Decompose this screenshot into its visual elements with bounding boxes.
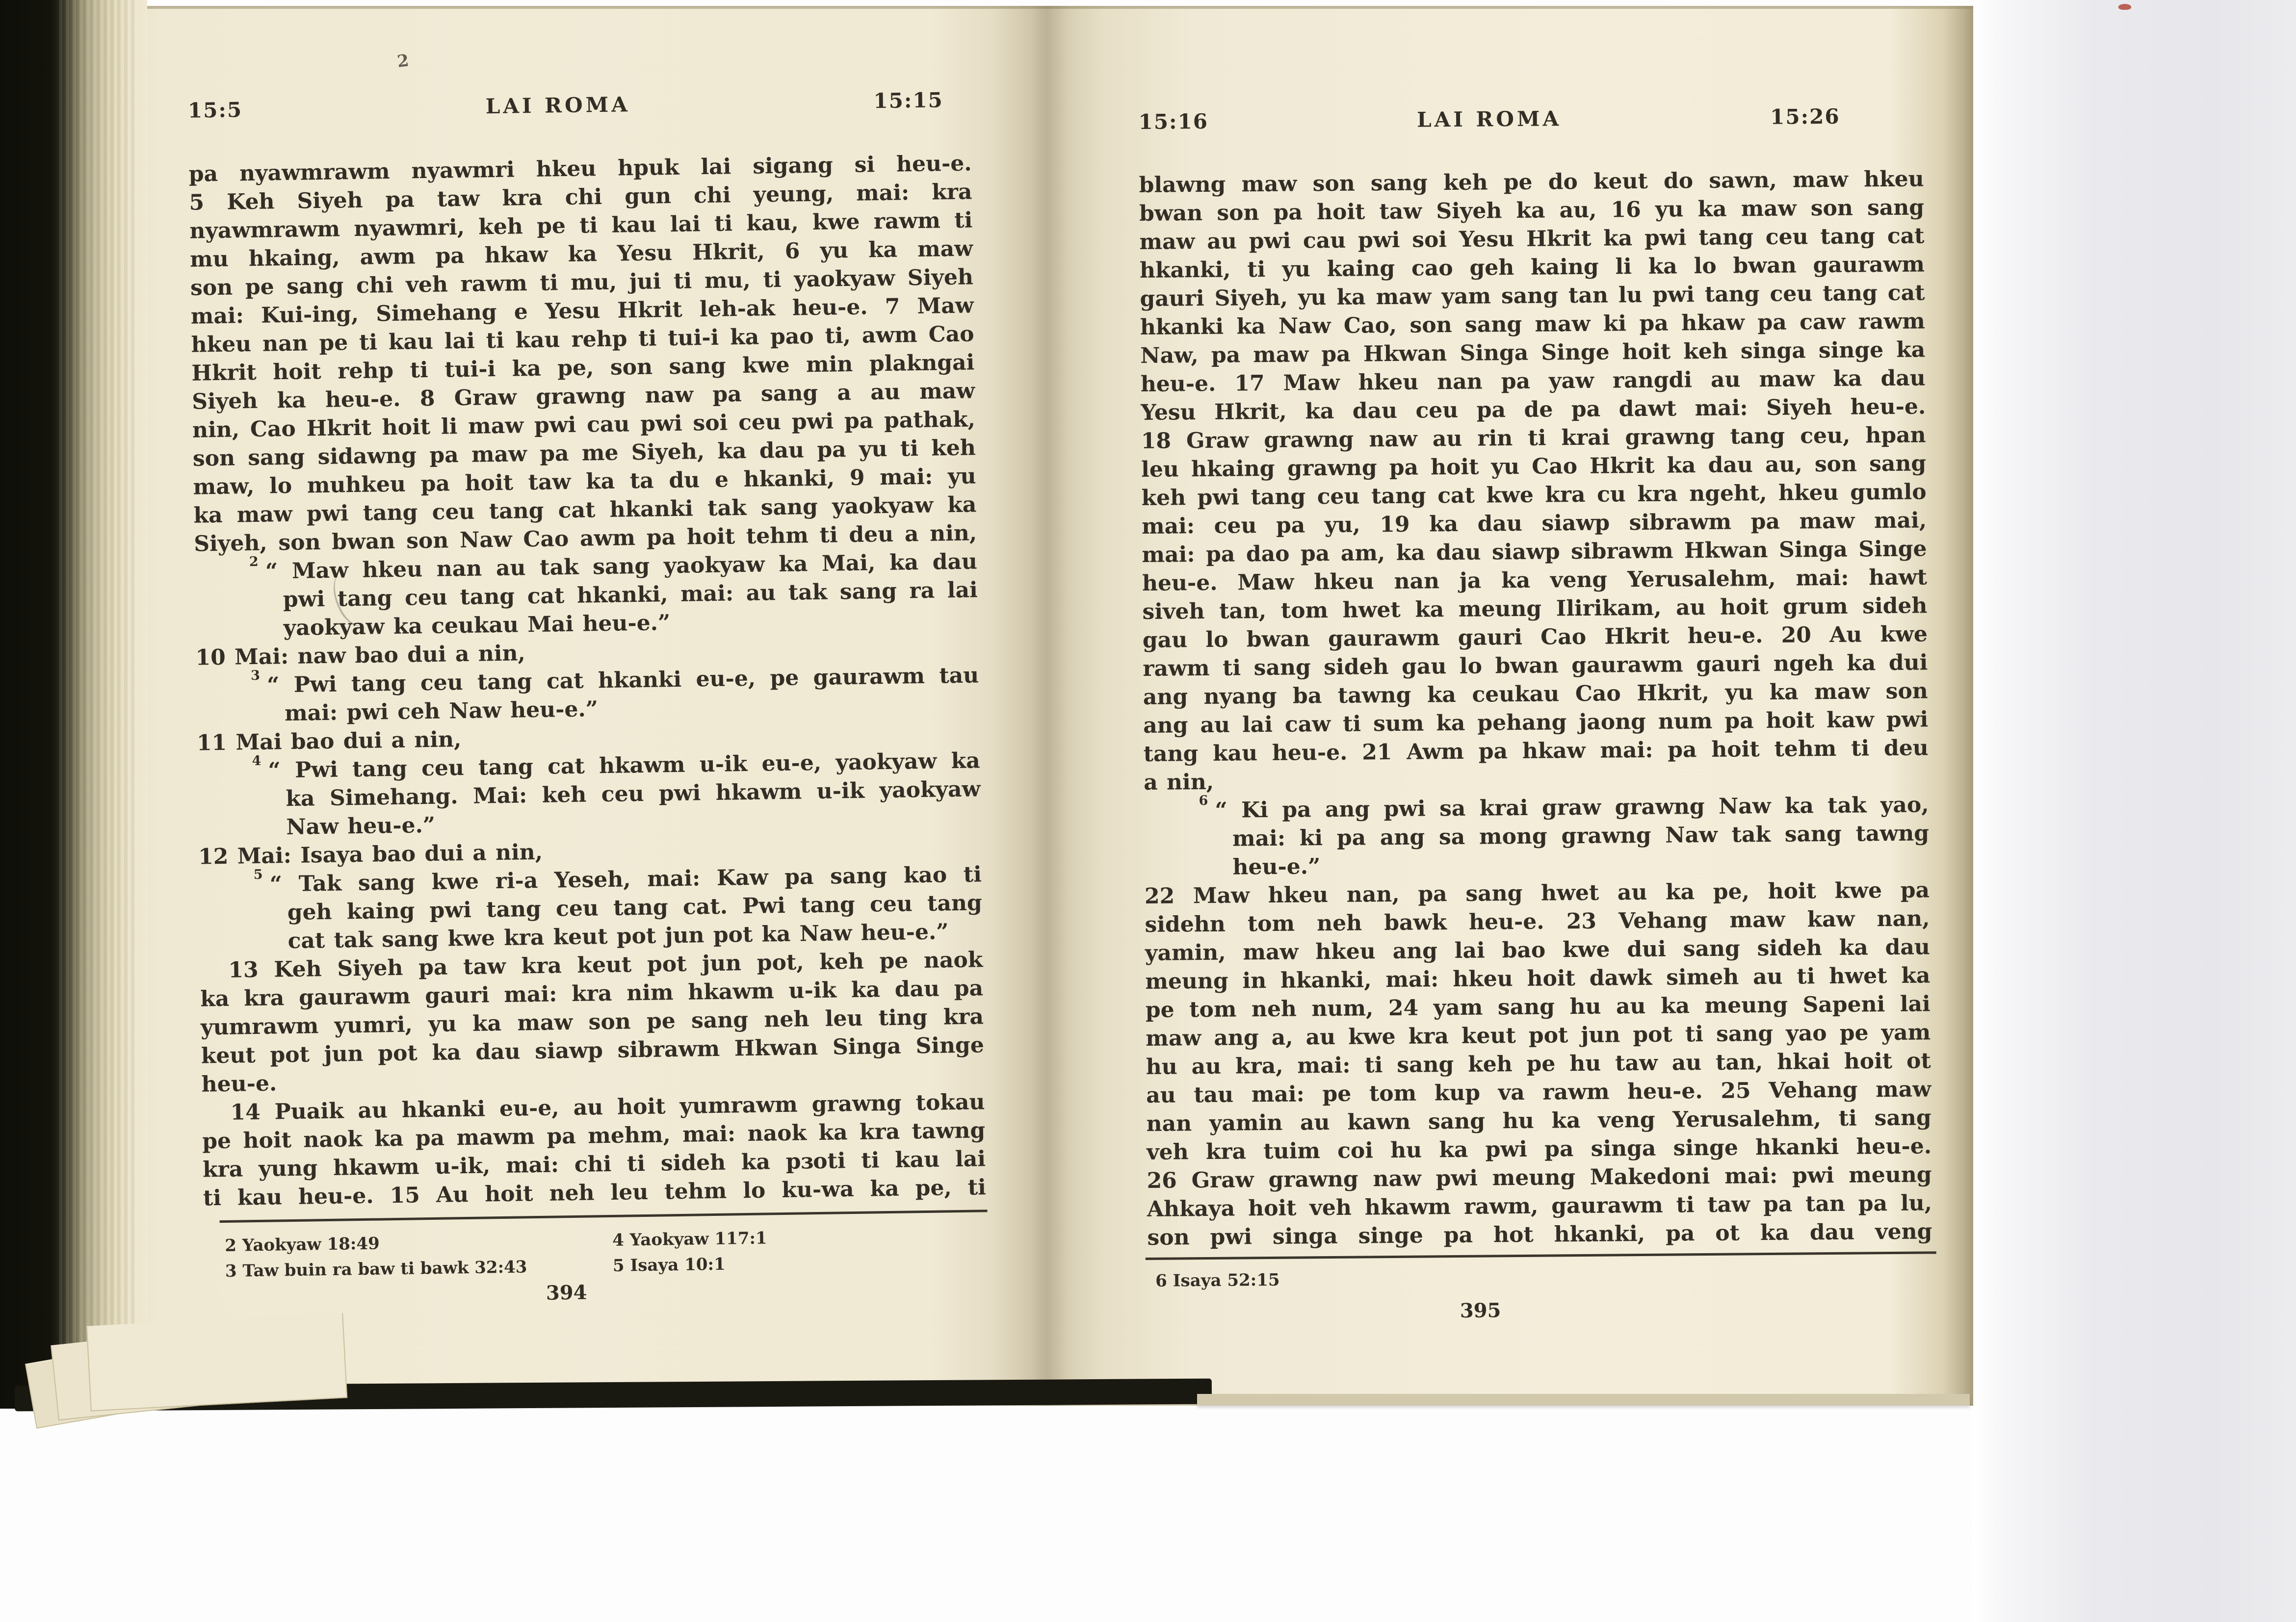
footnotes: [225, 1222, 995, 1284]
text-line: 10 Mai: naw bao dui a nin,: [195, 641, 526, 670]
text-line: son pwi singa singe pa hot hkanki, pa ot ka dau veng: [1147, 1219, 1932, 1250]
text-line: nin, Cao Hkrit hoit li maw pwi cau pwi soi ceu pwi pa pathak,: [192, 407, 976, 443]
text-line: au tau mai: pe tom kup va rawm heu-e. 25 Vehang maw: [1146, 1077, 1931, 1108]
footnote-marker: 4: [252, 753, 261, 769]
text-line: yaokyaw ka ceukau Mai heu-e.”: [283, 610, 671, 641]
text-line: heu-e.: [201, 1071, 277, 1097]
running-title: LAI ROMA: [1416, 106, 1562, 132]
text-line: cat tak sang kwe kra keut pot jun pot ka Naw heu-e.”: [287, 919, 949, 954]
footnote-marker: 2: [249, 554, 259, 570]
text-line: bwan son pa hoit taw Siyeh ka au, 16 yu ka maw son sang: [1139, 195, 1925, 227]
verse-ref-left: 15:5: [187, 98, 243, 123]
text-line: son sang sidawng pa maw pa me Siyeh, ka dau pa yu ti keh: [192, 435, 976, 471]
footnote-entry: 5 Isaya 10:1: [612, 1254, 726, 1276]
text-line: tang kau heu-e. 21 Awm pa hkaw mai: pa hoit tehm ti deu: [1143, 735, 1929, 767]
text-line: nan yamin au kawn sang hu ka veng Yerusalehm, ti sang: [1146, 1105, 1931, 1136]
text-line: hkanki ka Naw Cao, son sang maw ki pa hkaw pa caw rawm: [1140, 309, 1926, 340]
text-line: Siyeh, son bwan son Naw Cao awm pa hoit tehm ti deu a nin,: [193, 520, 977, 557]
text-line: a nin,: [1144, 769, 1214, 795]
running-head: [1138, 104, 1840, 134]
text-line: 5 Keh Siyeh pa taw kra chi gun chi yeung, mai: kra: [189, 179, 972, 215]
text-line: 18 Graw grawng naw au rin ti krai grawng tang ceu, hpan: [1141, 422, 1926, 454]
text-line: $^3$ “ Pwi tang ceu tang cat hkanki eu-e, pe gaurawm tau: [250, 663, 979, 698]
red-speck-artifact: [2118, 4, 2131, 10]
text-line: pe hoit naok ka pa mawm pa mehm, mai: naok ka kra tawng: [202, 1118, 986, 1154]
text-line: Siyeh ka heu-e. 8 Graw grawng naw pa sang a au maw: [191, 378, 975, 414]
page-number: 395: [1460, 1299, 1501, 1322]
text-line: sidehn tom neh bawk heu-e. 23 Vehang maw kaw nan,: [1145, 906, 1930, 937]
verse-ref-left: 15:16: [1138, 109, 1209, 134]
text-line: 13 Keh Siyeh pa taw kra keut pot jun pot, keh pe naok: [228, 947, 983, 983]
footnote-marker: 5: [253, 867, 263, 883]
text-line: ka kra gaurawm gauri mai: kra nim hkawm u-ik ka dau pa: [200, 976, 984, 1012]
text-line: Naw heu-e.”: [286, 812, 436, 840]
text-line: gau lo bwan gaurawm gauri Cao Hkrit heu-e. 20 Au kwe: [1142, 621, 1928, 653]
footnote-marker: 6: [1199, 793, 1208, 809]
text-line: yumrawm yumri, yu ka maw son pe sang neh leu ting kra: [200, 1004, 984, 1040]
text-line: keh pwi tang ceu tang cat kwe kra cu kra ngeht, hkeu gumlo: [1141, 479, 1927, 511]
text-line: ka maw pwi tang ceu tang cat hkanki tak sang yaokyaw ka: [193, 492, 977, 528]
text-line: pa nyawmrawm nyawmri hkeu hpuk lai sigang si heu-e.: [188, 151, 972, 187]
text-line: ang nyang ba tawng ka ceukau Cao Hkrit, yu ka maw son: [1143, 678, 1928, 710]
text-line: mu hkaing, awm pa hkaw ka Yesu Hkrit, 6 yu ka maw: [189, 236, 973, 272]
text-line: son pe sang chi veh rawm ti mu, jui ti mu, ti yaokyaw Siyeh: [190, 264, 974, 301]
text-line: rawm ti sang sideh gau lo bwan gaurawm gauri ngeh ka dui: [1143, 650, 1928, 681]
text-line: Yesu Hkrit, ka dau ceu pa de pa dawt mai: Siyeh heu-e.: [1141, 394, 1926, 426]
text-line: $^5$ “ Tak sang kwe ri-a Yeseh, mai: Kaw pa sang kao ti: [253, 862, 982, 897]
text-line: veh kra tuim coi hu ka pwi pa singa singe hkanki heu-e.: [1146, 1133, 1932, 1165]
text-line: ang au lai caw ti sum ka pehang jaong num pa hoit kaw pwi: [1143, 707, 1929, 738]
text-line: 12 Mai: Isaya bao dui a nin,: [198, 839, 543, 870]
text-line: meung in hkanki, mai: hkeu hoit dawk simeh au ti hwet ka: [1145, 963, 1931, 994]
text-line: mai: pwi ceh Naw heu-e.”: [284, 696, 599, 726]
text-line: geh kaing pwi tang ceu tang cat. Pwi tang ceu tang: [287, 890, 983, 926]
text-line: heu-e. Maw hkeu nan ja ka veng Yerusalehm, mai: hawt: [1142, 565, 1928, 596]
text-line: heu-e.”: [1232, 854, 1321, 880]
text-line: yamin, maw hkeu ang lai bao kwe dui sang sideh ka dau: [1145, 934, 1931, 966]
text-line: 26 Graw grawng naw pwi meung Makedoni mai: pwi meung: [1147, 1162, 1932, 1193]
text-line: mai: Kui-ing, Simehang e Yesu Hkrit leh-ak heu-e. 7 Maw: [190, 293, 974, 329]
text-line: mai: ceu pa yu, 19 ka dau siawp sibrawm pa maw mai,: [1141, 508, 1927, 540]
footnote-entry: 6 Isaya 52:15: [1155, 1270, 1280, 1291]
text-line: heu-e. 17 Maw hkeu nan pa yaw rangdi au maw ka dau: [1140, 365, 1926, 397]
footnote-entry: 3 Taw buin ra baw ti bawk 32:43: [225, 1257, 527, 1281]
text-line: 11 Mai bao dui a nin,: [196, 727, 462, 756]
verse-ref-right: 15:15: [873, 88, 944, 113]
right-page: [1053, 2, 1982, 1410]
text-line: mai: ki pa ang sa mong grawng Naw tak sang tawng: [1232, 821, 1930, 851]
footnote-entry: 2 Yaokyaw 18:49: [225, 1234, 380, 1256]
text-line: ti kau heu-e. 15 Au hoit neh leu tehm lo ku-wa ka pe, ti: [203, 1175, 987, 1211]
running-head: [188, 88, 944, 122]
text-line: maw au pwi cau pwi soi Yesu Hkrit ka pwi tang ceu tang cat: [1139, 223, 1925, 255]
text-line: gauri Siyeh, yu ka maw yam sang tan lu pwi tang ceu tang cat: [1140, 280, 1925, 312]
text-line: Hkrit hoit rehp ti tui-i ka pe, son sang kwe min plakngai: [191, 350, 975, 386]
text-line: mai: pa dao pa am, ka dau siawp sibrawm Hkwan Singa Singe: [1142, 536, 1927, 568]
text-line: maw, lo muhkeu pa hoit taw ka ta du e hkanki, 9 mai: yu: [193, 463, 976, 500]
text-line: $^4$ “ Pwi tang ceu tang cat hkawm u-ik eu-e, yaokyaw ka: [252, 748, 980, 783]
body-text-column: [1139, 165, 1932, 1252]
text-line: $^6$ “ Ki pa ang pwi sa krai graw grawng Naw ka tak yao,: [1199, 792, 1929, 823]
text-line: blawng maw son sang keh pe do keut do sawn, maw hkeu: [1139, 166, 1924, 198]
text-line: hu au kra, mai: ti sang keh pe hu taw au tan, hkai hoit ot: [1146, 1048, 1931, 1080]
text-line: $^2$ “ Maw hkeu nan au tak sang yaokyaw ka Mai, ka dau: [249, 549, 978, 584]
text-line: siveh tan, tom hwet ka meung Ilirikam, au hoit grum sideh: [1142, 593, 1928, 624]
footnote-entry: 4 Yaokyaw 117:1: [612, 1228, 767, 1250]
text-line: 14 Puaik au hkanki eu-e, au hoit yumrawm grawng tokau: [230, 1089, 985, 1125]
text-line: kra yung hkawm u-ik, mai: chi ti sideh ka pɜoti ti kau lai: [202, 1146, 986, 1183]
text-line: hkeu nan pe ti kau lai ti kau rehp ti tui-i ka pao ti, awm Cao: [191, 321, 974, 358]
running-title: LAI ROMA: [485, 92, 631, 119]
text-line: 22 Maw hkeu nan, pa sang hwet au ka pe, hoit kwe pa: [1144, 877, 1930, 909]
text-line: Naw, pa maw pa Hkwan Singa Singe hoit keh singa singe ka: [1140, 337, 1926, 369]
text-line: maw ang a, au kwe kra keut pot jun pot ti sang yao pe yam: [1146, 1020, 1931, 1051]
text-line: leu hkaing grawng pa hoit yu Cao Hkrit ka dau au, son sang: [1141, 451, 1927, 483]
footnote-rule: [220, 1210, 988, 1223]
scanner-background: [1972, 0, 2296, 1622]
verse-ref-right: 15:26: [1770, 104, 1840, 129]
text-line: Ahkaya hoit veh hkawm rawm, gaurawm ti taw pa tan pa lu,: [1147, 1190, 1932, 1222]
text-line: ka Simehang. Mai: keh ceu pwi hkawm u-ik yaokyaw: [286, 776, 981, 812]
page-number: 394: [546, 1281, 587, 1305]
stray-ink-mark: 2: [396, 51, 410, 72]
body-text-column: [188, 149, 986, 1212]
text-line: pe tom neh num, 24 yam sang hu au ka meung Sapeni lai: [1145, 991, 1931, 1023]
left-page: [102, 0, 1039, 1412]
footnote-rule: [1146, 1251, 1936, 1260]
text-line: nyawmrawm nyawmri, keh pe ti kau lai ti kau, kwe rawm ti: [189, 207, 973, 244]
footnote-marker: 3: [250, 668, 261, 684]
text-line: hkanki, ti yu kaing cao geh kaing li ka lo bwan gaurawm: [1139, 252, 1925, 283]
text-line: keut pot jun pot ka dau siawp sibrawm Hkwan Singa Singe: [201, 1032, 985, 1069]
footnotes: [1155, 1262, 1926, 1294]
text-line: pwi tang ceu tang cat hkanki, mai: au tak sang ra lai: [283, 577, 978, 613]
